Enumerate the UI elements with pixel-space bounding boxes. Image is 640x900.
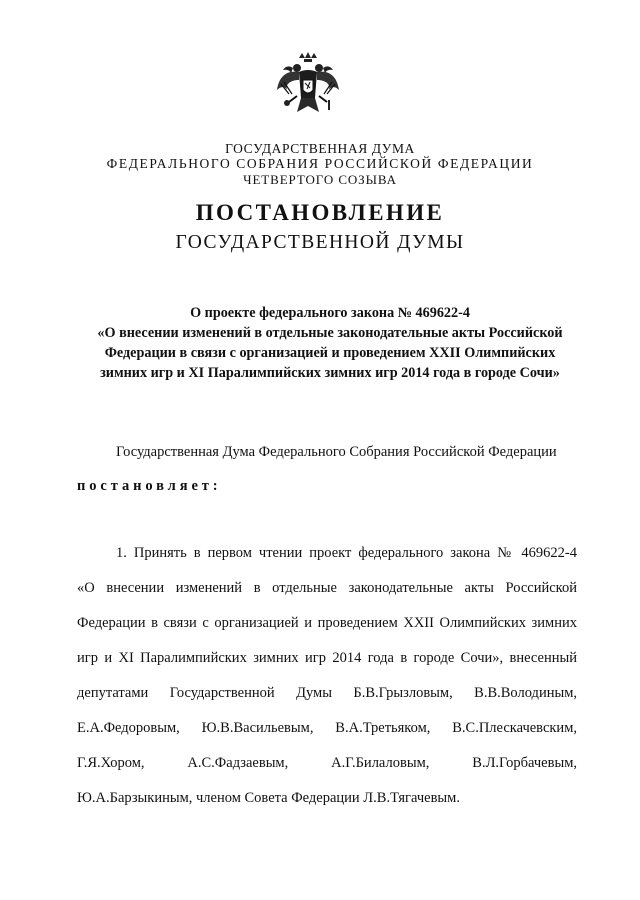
subject-block — [70, 303, 590, 383]
paragraph-line: Ю.А.Барзыкиным, членом Совета Федерации Л.В.Тягачевым. — [77, 790, 460, 806]
paragraph-line: «О внесении изменений в отдельные законодательные акты Российской — [77, 580, 577, 596]
org-name-line-2: ФЕДЕРАЛЬНОГО СОБРАНИЯ РОССИЙСКОЙ ФЕДЕРАЦИИ — [106, 156, 534, 171]
subject-line: Федерации в связи с организацией и проведением XXII Олимпийских — [104, 345, 556, 361]
paragraph-line: игр и XI Паралимпийских зимних игр 2014 года в городе Сочи», внесенный — [77, 650, 577, 666]
coat-of-arms-icon — [275, 50, 341, 120]
subject-line: «О внесении изменений в отдельные законодательные акты Российской — [97, 325, 563, 341]
paragraph-line: депутатами Государственной Думы Б.В.Грызловым, В.В.Володиным, — [77, 685, 577, 701]
document-title: ПОСТАНОВЛЕНИЕ — [195, 200, 445, 225]
subject-line: О проекте федерального закона № 469622-4 — [190, 305, 470, 321]
paragraph-line: Федерации в связи с организацией и проведением XXII Олимпийских зимних — [77, 615, 577, 631]
paragraph-line: 1. Принять в первом чтении проект федерального закона № 469622-4 — [116, 545, 577, 561]
paragraph-line: Г.Я.Хором, А.С.Фадзаевым, А.Г.Билаловым, В.Л.Горбачевым, — [77, 755, 577, 771]
paragraph-line: Е.А.Федоровым, Ю.В.Васильевым, В.А.Третьяком, В.С.Плескачевским, — [77, 720, 577, 736]
org-name-line-1: ГОСУДАРСТВЕННАЯ ДУМА — [225, 141, 415, 156]
document-subtitle: ГОСУДАРСТВЕННОЙ ДУМЫ — [175, 232, 465, 253]
resolves-text: постановляет: — [77, 478, 222, 494]
intro-text: Государственная Дума Федерального Собрания Российской Федерации — [116, 444, 557, 460]
subject-line: зимних игр и XI Паралимпийских зимних игр 2014 года в городе Сочи» — [100, 365, 560, 381]
convocation-line: ЧЕТВЕРТОГО СОЗЫВА — [243, 172, 397, 187]
